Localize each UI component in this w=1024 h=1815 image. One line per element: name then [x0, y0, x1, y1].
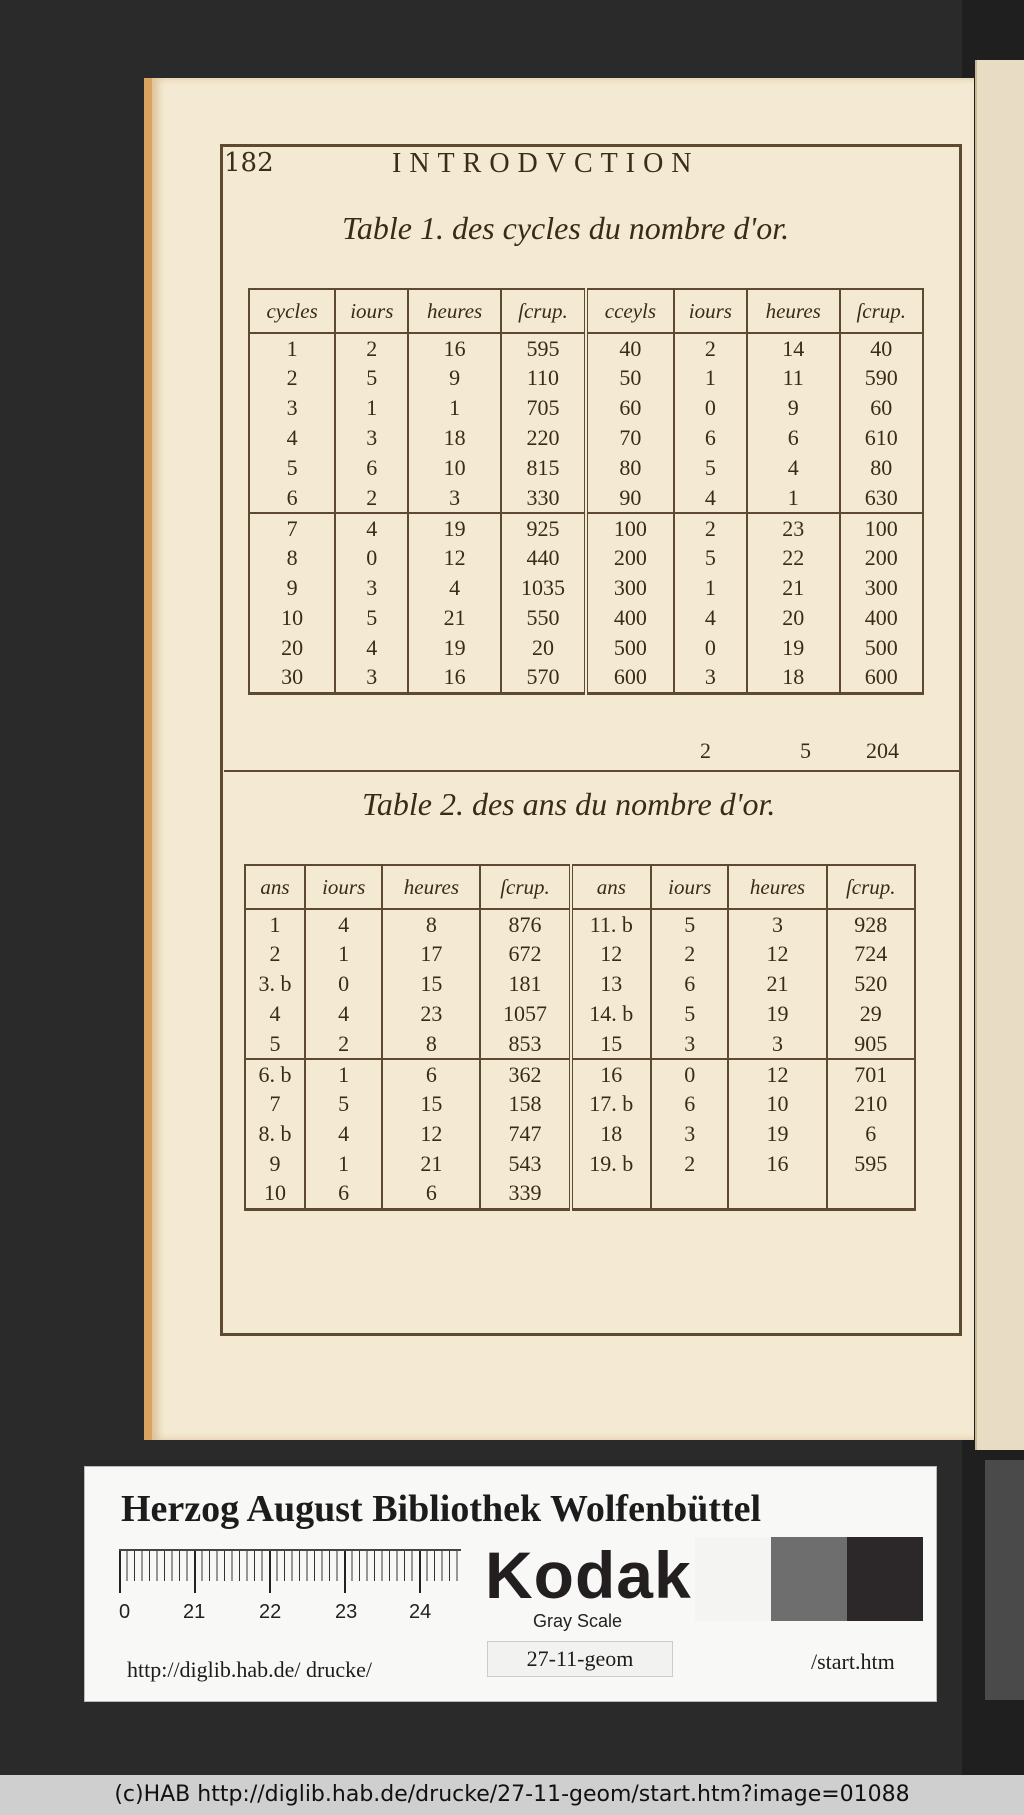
table-cell: 3 [728, 909, 826, 939]
table-cell: 520 [827, 969, 915, 999]
table-cell: 6 [827, 1119, 915, 1149]
table-cell: 0 [305, 969, 382, 999]
table-cell: 4 [674, 603, 747, 633]
table-cell: 1 [408, 393, 501, 423]
table-cell: 595 [827, 1149, 915, 1179]
table2-years [244, 864, 916, 1211]
table-cell: 9 [408, 363, 501, 393]
table-cell: 10 [245, 1179, 305, 1209]
table-cell: 2 [651, 939, 728, 969]
table-cell: 20 [501, 633, 586, 663]
table-cell: 10 [249, 603, 335, 633]
table-cell: 4 [408, 573, 501, 603]
table-cell: 5 [651, 909, 728, 939]
ruler-label: 21 [183, 1601, 206, 1623]
table-cell: 0 [651, 1059, 728, 1089]
table-cell: 747 [480, 1119, 570, 1149]
table2-title: Table 2. des ans du nombre d'or. [362, 786, 776, 822]
table-cell: 9 [747, 393, 840, 423]
table-cell: 17 [382, 939, 480, 969]
table-cell: 5 [674, 453, 747, 483]
table-cell: 14 [747, 333, 840, 363]
table-cell: 595 [501, 333, 586, 363]
table-cell: 21 [408, 603, 501, 633]
table-row [245, 1059, 915, 1089]
table-cell: 4 [335, 633, 408, 663]
table-cell: 925 [501, 513, 586, 543]
image-caption: (c)HAB http://diglib.hab.de/drucke/27-11-geom/start.htm?image=01088 [0, 1775, 1024, 1815]
table-cell: 18 [571, 1119, 652, 1149]
table-cell: 300 [840, 573, 923, 603]
table-row [245, 909, 915, 939]
table-cell: 3 [249, 393, 335, 423]
table-row [249, 333, 923, 363]
section-divider [224, 770, 960, 772]
gray-patch-dark [847, 1537, 923, 1621]
table-cell: 21 [747, 573, 840, 603]
table-cell: 19 [728, 1119, 826, 1149]
table1-title: Table 1. des cycles du nombre d'or. [342, 210, 790, 246]
gray-patch-mid [771, 1537, 847, 1621]
table-cell: 876 [480, 909, 570, 939]
column-header: iours [651, 865, 728, 909]
table1-cycles [248, 288, 924, 695]
table-cell: 6 [382, 1059, 480, 1089]
table-row [249, 483, 923, 513]
table-cell: 610 [840, 423, 923, 453]
start-page-url: /start.htm [811, 1649, 895, 1674]
table-cell: 3 [651, 1029, 728, 1059]
page-number: 182 [224, 148, 274, 178]
table-row [245, 939, 915, 969]
table-cell: 40 [840, 333, 923, 363]
table-row [249, 393, 923, 423]
table-cell: 3 [728, 1029, 826, 1059]
table-cell: 2 [335, 483, 408, 513]
table-cell: 7 [245, 1089, 305, 1119]
ruler [119, 1549, 461, 1631]
table-cell: 815 [501, 453, 586, 483]
table-cell: 220 [501, 423, 586, 453]
table-cell: 543 [480, 1149, 570, 1179]
table-row [245, 1119, 915, 1149]
table-cell: 5 [249, 453, 335, 483]
table-cell: 6 [382, 1179, 480, 1209]
column-header: heures [382, 865, 480, 909]
table-cell: 5 [335, 363, 408, 393]
table-cell: 14. b [571, 999, 652, 1029]
library-name: Herzog August Bibliothek Wolfenbüttel [121, 1488, 762, 1530]
table-row [249, 603, 923, 633]
table-cell: 1 [747, 483, 840, 513]
table-cell: 12 [382, 1119, 480, 1149]
table-cell: 0 [674, 393, 747, 423]
table-cell: 2 [651, 1149, 728, 1179]
table-cell: 300 [586, 573, 674, 603]
table-row [245, 969, 915, 999]
table-cell: 1057 [480, 999, 570, 1029]
ruler-major-ticks [119, 1551, 461, 1593]
table-cell: 5 [674, 543, 747, 573]
table-cell: 1 [245, 909, 305, 939]
table-cell: 2 [335, 333, 408, 363]
table-cell: 22 [747, 543, 840, 573]
gray-patch-white [695, 1537, 771, 1621]
table-cell: 4 [305, 999, 382, 1029]
column-header: ans [245, 865, 305, 909]
table-cell: 15 [382, 969, 480, 999]
table-cell: 8 [382, 909, 480, 939]
table-cell: 80 [840, 453, 923, 483]
table-cell: 8 [249, 543, 335, 573]
table-cell: 80 [586, 453, 674, 483]
table-cell: 10 [728, 1089, 826, 1119]
table-cell: 440 [501, 543, 586, 573]
table-cell: 1 [249, 333, 335, 363]
table1-total-scruples: 204 [866, 738, 899, 763]
table-row [245, 1179, 915, 1209]
table-cell [571, 1179, 652, 1209]
table-cell: 21 [382, 1149, 480, 1179]
table-cell: 853 [480, 1029, 570, 1059]
table-row [249, 513, 923, 543]
table-cell: 200 [840, 543, 923, 573]
column-header: cceyls [586, 289, 674, 333]
table-cell: 570 [501, 663, 586, 693]
ruler-label: 0 [119, 1601, 131, 1623]
table-cell: 12 [728, 1059, 826, 1089]
table-cell: 16 [571, 1059, 652, 1089]
column-header: ſcrup. [840, 289, 923, 333]
table-cell: 3 [674, 663, 747, 693]
table-cell: 4 [245, 999, 305, 1029]
table-cell: 590 [840, 363, 923, 393]
table-cell: 600 [586, 663, 674, 693]
table-cell: 3 [408, 483, 501, 513]
table-cell: 4 [249, 423, 335, 453]
table-cell: 1 [305, 939, 382, 969]
table-row [249, 423, 923, 453]
table-cell: 30 [249, 663, 335, 693]
table-cell: 20 [249, 633, 335, 663]
table-cell: 8 [382, 1029, 480, 1059]
book-page [144, 78, 974, 1440]
table-row [249, 453, 923, 483]
table-cell: 705 [501, 393, 586, 423]
table-cell: 3 [335, 423, 408, 453]
table-cell: 16 [728, 1149, 826, 1179]
table-row [249, 633, 923, 663]
table-cell: 4 [305, 909, 382, 939]
table-cell: 210 [827, 1089, 915, 1119]
table-cell: 3 [651, 1119, 728, 1149]
table-cell [728, 1179, 826, 1209]
table-cell: 19 [408, 513, 501, 543]
table-row [245, 1149, 915, 1179]
table-cell: 2 [249, 363, 335, 393]
table1-total-days: 2 [700, 738, 711, 763]
table-cell: 4 [335, 513, 408, 543]
table-cell: 500 [840, 633, 923, 663]
table-cell: 23 [382, 999, 480, 1029]
column-header: ſcrup. [480, 865, 570, 909]
table-cell: 6 [249, 483, 335, 513]
table-cell [651, 1179, 728, 1209]
table-cell: 100 [840, 513, 923, 543]
table-cell: 181 [480, 969, 570, 999]
table-cell: 16 [408, 663, 501, 693]
running-head: INTRODVCTION [392, 148, 700, 179]
column-header: iours [674, 289, 747, 333]
table-cell: 550 [501, 603, 586, 633]
table-cell: 6. b [245, 1059, 305, 1089]
table-cell: 2 [674, 333, 747, 363]
table-cell: 15 [571, 1029, 652, 1059]
column-header: ſcrup. [501, 289, 586, 333]
table-cell: 6 [747, 423, 840, 453]
column-header: ans [571, 865, 652, 909]
table-cell: 6 [305, 1179, 382, 1209]
table-cell: 672 [480, 939, 570, 969]
table-cell: 19 [728, 999, 826, 1029]
table-cell: 23 [747, 513, 840, 543]
table-cell: 29 [827, 999, 915, 1029]
column-header: heures [728, 865, 826, 909]
table-cell: 60 [840, 393, 923, 423]
table-cell: 5 [305, 1089, 382, 1119]
table-cell: 4 [305, 1119, 382, 1149]
table-cell: 12 [408, 543, 501, 573]
table-cell: 339 [480, 1179, 570, 1209]
table-cell: 19. b [571, 1149, 652, 1179]
table-cell: 1 [305, 1149, 382, 1179]
table-cell: 6 [651, 1089, 728, 1119]
ruler-label: 22 [259, 1601, 282, 1623]
table-row [245, 1089, 915, 1119]
table-cell: 362 [480, 1059, 570, 1089]
table-cell: 0 [335, 543, 408, 573]
table-cell: 2 [674, 513, 747, 543]
table-cell: 15 [382, 1089, 480, 1119]
adjacent-page-edge [975, 60, 1024, 1450]
table-cell: 5 [651, 999, 728, 1029]
table-cell: 158 [480, 1089, 570, 1119]
table-cell: 6 [651, 969, 728, 999]
table-cell: 2 [245, 939, 305, 969]
table-cell: 905 [827, 1029, 915, 1059]
table-row [249, 573, 923, 603]
table-cell: 5 [245, 1029, 305, 1059]
ruler-label: 23 [335, 1601, 358, 1623]
table-cell: 4 [747, 453, 840, 483]
table-cell: 40 [586, 333, 674, 363]
table-cell: 7 [249, 513, 335, 543]
table-cell: 1 [674, 363, 747, 393]
table-cell: 1 [674, 573, 747, 603]
column-header: heures [408, 289, 501, 333]
table-cell: 8. b [245, 1119, 305, 1149]
table-cell: 701 [827, 1059, 915, 1089]
table-cell: 3 [335, 573, 408, 603]
table-cell: 600 [840, 663, 923, 693]
ruler-label: 24 [409, 1601, 432, 1623]
table-cell: 3. b [245, 969, 305, 999]
column-header: cycles [249, 289, 335, 333]
table1-total-hours: 5 [800, 738, 811, 763]
table-cell: 10 [408, 453, 501, 483]
table-cell: 50 [586, 363, 674, 393]
table-cell: 11. b [571, 909, 652, 939]
table-cell: 500 [586, 633, 674, 663]
table-cell: 330 [501, 483, 586, 513]
table-cell: 6 [335, 453, 408, 483]
table-cell: 12 [571, 939, 652, 969]
table-cell: 17. b [571, 1089, 652, 1119]
table-cell: 2 [305, 1029, 382, 1059]
table-row [245, 999, 915, 1029]
table-cell: 4 [674, 483, 747, 513]
table-cell: 724 [827, 939, 915, 969]
table-row [245, 1029, 915, 1059]
shelf-code: 27-11-geom [487, 1641, 673, 1677]
table-cell: 9 [249, 573, 335, 603]
column-header: ſcrup. [827, 865, 915, 909]
table-cell: 90 [586, 483, 674, 513]
table-cell: 6 [674, 423, 747, 453]
table-cell: 11 [747, 363, 840, 393]
table-cell: 100 [586, 513, 674, 543]
table-cell: 9 [245, 1149, 305, 1179]
table-cell: 1 [305, 1059, 382, 1089]
column-header: iours [335, 289, 408, 333]
table-cell: 70 [586, 423, 674, 453]
table-cell: 3 [335, 663, 408, 693]
column-header: iours [305, 865, 382, 909]
table-cell: 18 [747, 663, 840, 693]
table-cell: 630 [840, 483, 923, 513]
table-cell: 20 [747, 603, 840, 633]
table-cell: 60 [586, 393, 674, 423]
table-cell: 13 [571, 969, 652, 999]
table-cell: 400 [586, 603, 674, 633]
table-cell: 21 [728, 969, 826, 999]
table-cell: 5 [335, 603, 408, 633]
digital-library-url: http://diglib.hab.de/ drucke/ [127, 1657, 373, 1682]
table-cell: 19 [747, 633, 840, 663]
table-cell: 400 [840, 603, 923, 633]
table-cell: 200 [586, 543, 674, 573]
table-cell: 928 [827, 909, 915, 939]
column-header: heures [747, 289, 840, 333]
table-cell: 1 [335, 393, 408, 423]
gray-scale-label: Gray Scale [533, 1611, 623, 1631]
background-dark-block [985, 1460, 1024, 1700]
kodak-logo: Kodak [485, 1538, 692, 1612]
table-row [249, 363, 923, 393]
table-cell: 12 [728, 939, 826, 969]
table-cell: 18 [408, 423, 501, 453]
table-row [249, 543, 923, 573]
table-row [249, 663, 923, 693]
library-color-strip [84, 1466, 937, 1702]
table-cell [827, 1179, 915, 1209]
table-cell: 19 [408, 633, 501, 663]
table-cell: 0 [674, 633, 747, 663]
table-cell: 1035 [501, 573, 586, 603]
table-cell: 16 [408, 333, 501, 363]
table-cell: 110 [501, 363, 586, 393]
